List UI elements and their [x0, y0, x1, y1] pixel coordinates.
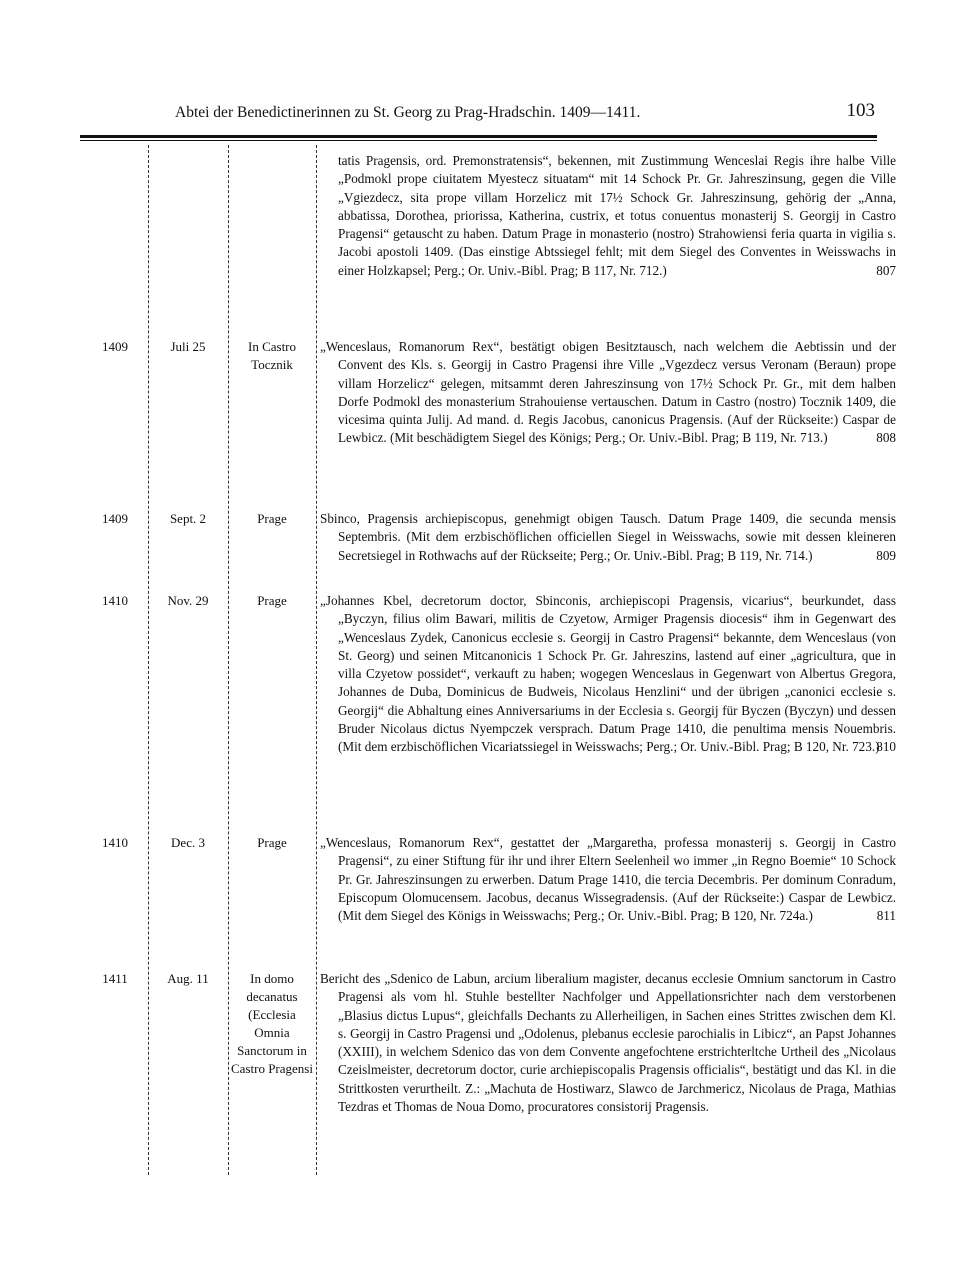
entry-808-number: 808 — [876, 430, 896, 446]
entry-809-year: 1409 — [102, 511, 128, 526]
entry-810-number: 810 — [876, 739, 896, 755]
entry-809-text: Sbinco, Pragensis archiepiscopus, genehmigt obigen Tausch. Datum Prage 1409, die secunda mensis Septembris. (Mit dem erzbischöflichen officiellen Siegel in Weisswachs, sowie mit dessen kleineren Secretsiegel in Rothwachs auf der Rückseite; Perg.; Or. Univ.-Bibl. Prag; B 119, Nr. 714.) — [320, 511, 896, 563]
entry-812-place: In domo decanatus (Ecclesia Omnia Sanctorum in Castro Pragensi — [231, 971, 313, 1076]
entry-811-year: 1410 — [102, 835, 128, 850]
entry-812-year: 1411 — [102, 971, 128, 986]
entry-811-place: Prage — [257, 835, 287, 850]
entry-812-date: Aug. 11 — [167, 971, 209, 986]
column-divider-place — [228, 145, 229, 1175]
entry-807-text: tatis Pragensis, ord. Premonstratensis“, bekennen, mit Zustimmung Wenceslai Regis ihre halbe Ville „Podmokl prope ciuitatem Myestecz situatam“ mit 14 Schock Pr. Gr. Jahreszinsung, gegen die Ville „Vgiezdecz, sita prope villam Horzelicz mit 17½ Schock Gr. Jahreszinsung, gehörig der „Anna, abbatissa, Dorothea, priorissa, Katherina, custrix, et totus conuentus monasterij S. Georgij in Castro Pragensi“ getauscht zu haben. Datum Prage in monasterio (nostro) Strahowiensi feria quarta in vigilia s. Jacobi apostoli 1409. (Das einstige Abtssiegel fehlt; mit dem Siegel des Conventes in Weisswachs in einer Holzkapsel; Perg.; Or. Univ.-Bibl. Prag; B 117, Nr. 712.) — [338, 153, 896, 278]
entry-808-place: In Castro Tocznik — [247, 339, 297, 372]
entry-812-text: Bericht des „Sdenico de Labun, arcium liberalium magister, decanus ecclesie Omnium sanctorum in Castro Pragensi als vom hl. Stuhle bestellter Nachfolger und Appellationsrichter nach dem verstorbenen „Blasius dictus Lupus“, gleichfalls Dechants zu Allerheiligen, in Sachen eines Strittes zwischen dem Kl. s. Georgij in Castro Pragensi und „Odolenus, plebanus ecclesie parochialis in Libicz“, an Papst Johannes (XXIII), in welchem Sdenico das von dem Convente angefochtene erstrichterltche Urtheil des „Nicolaus Czeislmeister, decretorum doctor, curie archiepiscopalis Pragensis officialis“, bestätigt und das Kl. in die Strittkosten verurtheilt. Z.: „Machuta de Hostiwarz, Slawco de Jarchmericz, Nicolaus de Praga, Mathias Tezdras et Thomas de Noua Domo, procuratores consistorij Pragensis. — [320, 971, 896, 1115]
entry-809-number: 809 — [876, 547, 896, 563]
entry-809-date: Sept. 2 — [169, 511, 207, 526]
entry-810-text: „Johannes Kbel, decretorum doctor, Sbinconis, archiepiscopi Pragensis, vicarius“, beurkundet, dass „Byczyn, filius olim Bawari, militis de Czyetow, Armiger Pragensis diocesis“ ihm in Gegenwart des „Wenceslaus Zydek, Canonicus ecclesie s. Georgij in Castro Pragensi“ bekannte, dem Wenceslaus (von St. Georg) und seinen Mitcanonicis 1 Schock Pr. Gr. Jahreszins, lastend auf einer „agricultura, que in villa Czyetow possidet“, verkauft zu haben; wogegen Wenceslaus in Gegenwart von Albertus Gregora, Johannes de Duba, Dominicus de Budweis, Nicolaus Henzlini“ und der übrigen „canonici ecclesie s. Georgij“ die Abhaltung eines Anniversariums in der Ecclesia s. Georgij für Byczen (Byczyn) und dessen Bruder Nicolaus dictus Nyempczek versprach. Datum Prage 1410, die penultima mensis Nouembris. (Mit dem erzbischöflichen Vicariatssiegel in Weisswachs; Perg.; Or. Univ.-Bibl. Prag; B 120, Nr. 723.) — [320, 593, 896, 755]
entry-812-text-block — [320, 970, 896, 1116]
running-head — [175, 100, 875, 130]
entry-810-year: 1410 — [102, 593, 128, 608]
entry-807-text-block — [320, 152, 896, 280]
entry-810-date: Nov. 29 — [167, 593, 209, 608]
page-number: 103 — [846, 100, 875, 121]
header-rule-thin — [80, 140, 877, 141]
entry-811-number: 811 — [876, 908, 896, 924]
entry-808-text: „Wenceslaus, Romanorum Rex“, bestätigt obigen Besitztausch, nach welchem die Aebtissin und der Convent des Kls. s. Georgij in Castro Pragensi ihre Ville „Vgezdecz versus Veronam (Beraun) prope villam Horzelicz“ gelegen, mitsammt deren Jahreszinsung von 17½ Schock Pr. Gr., mit dem halben Dorfe Podmokl des monasterium Strahouiense vertauschen. Datum in Castro (nostro) Tocznik 1409, die vicesima quinta Julij. Ad mand. d. Regis Jacobus, canonicus Pragensis. (Auf der Rückseite:) Caspar de Lewbicz. (Mit beschädigtem Siegel des Königs; Perg.; Or. Univ.-Bibl. Prag; B 119, Nr. 713.) — [320, 339, 896, 446]
entry-808-year: 1409 — [102, 339, 128, 354]
entry-810-text-block — [320, 592, 896, 757]
column-divider-date — [148, 145, 149, 1175]
entry-809-place: Prage — [257, 511, 287, 526]
header-rule-thick — [80, 135, 877, 138]
running-title: Abtei der Benedictinerinnen zu St. Georg zu Prag-Hradschin. 1409—1411. — [175, 104, 641, 121]
entry-811-text-block — [320, 834, 896, 925]
entry-807-number: 807 — [876, 262, 896, 278]
entry-809-text-block — [320, 510, 896, 565]
entry-808-text-block — [320, 338, 896, 448]
column-divider-text — [316, 145, 317, 1175]
entry-808-date: Juli 25 — [170, 339, 206, 354]
entry-811-text: „Wenceslaus, Romanorum Rex“, gestattet der „Margaretha, professa monasterij s. Georgij in Castro Pragensi“, zu einer Stiftung für ihr und ihrer Eltern Seelenheil wo immer „in Regno Boemie“ 10 Schock Pr. Gr. Jahreszinsungen zu erwerben. Datum Prage 1410, die tercia Decembris. Per dominum Conradum, Episcopum Olomucensem. Jacobus, decanus Wissegradensis. (Auf der Rückseite:) Caspar de Lewbicz. (Mit dem Siegel des Königs in Weisswachs; Perg.; Or. Univ.-Bibl. Prag; B 120, Nr. 724a.) — [320, 835, 896, 924]
entry-811-date: Dec. 3 — [171, 835, 205, 850]
entry-810-place: Prage — [257, 593, 287, 608]
